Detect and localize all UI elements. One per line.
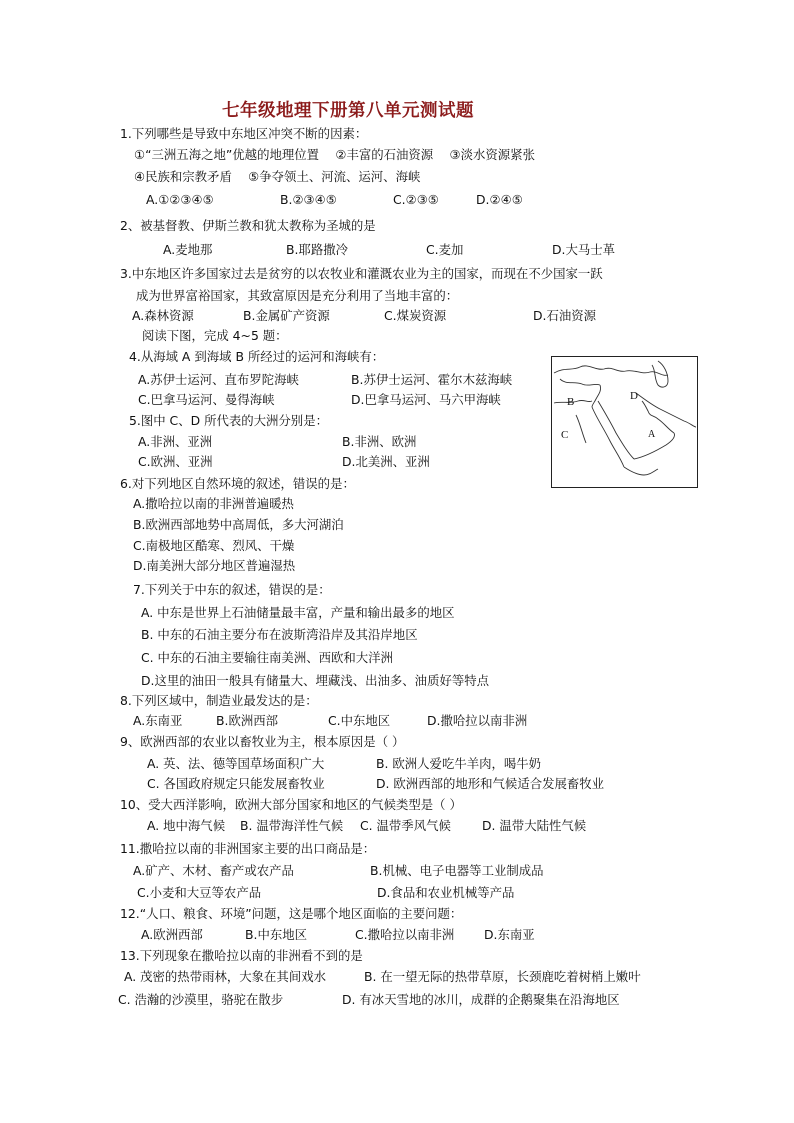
q10-stem: 10、受大西洋影响，欧洲大部分国家和地区的气候类型是（ ）: [120, 797, 462, 812]
q1-option-d[interactable]: D.②④⑤: [476, 192, 523, 207]
q10-option-d[interactable]: D. 温带大陆性气候: [482, 818, 587, 833]
q6-option-a[interactable]: A.撒哈拉以南的非洲普遍暖热: [133, 496, 294, 511]
q1-stem: 1.下列哪些是导致中东地区冲突不断的因素：: [120, 126, 368, 141]
q2-option-c[interactable]: C.麦加: [426, 242, 464, 257]
q12-option-a[interactable]: A.欧洲西部: [141, 927, 203, 942]
map-label-d: D: [630, 390, 638, 402]
q12-option-b[interactable]: B.中东地区: [245, 927, 308, 942]
map-label-a: A: [648, 429, 656, 440]
q5-option-c[interactable]: C.欧洲、亚洲: [138, 454, 213, 469]
q11-option-c[interactable]: C.小麦和大豆等农产品: [137, 885, 262, 900]
q3-option-d[interactable]: D.石油资源: [533, 308, 597, 323]
q3-stem: 3.中东地区许多国家过去是贫穷的以农牧业和灌溉农业为主的国家，而现在不少国家一跃: [120, 266, 603, 281]
q5-option-d[interactable]: D.北美洲、亚洲: [342, 454, 430, 469]
q2-stem: 2、被基督教、伊斯兰教和犹太教称为圣城的是: [120, 218, 376, 233]
map-label-b: B: [567, 396, 575, 408]
q11-stem: 11.撒哈拉以南的非洲国家主要的出口商品是：: [120, 841, 376, 856]
q5-option-b[interactable]: B.非洲、欧洲: [342, 434, 417, 449]
q6-stem: 6.对下列地区自然环境的叙述，错误的是：: [120, 476, 355, 491]
q9-stem: 9、欧洲西部的农业以畜牧业为主，根本原因是（ ）: [120, 734, 405, 749]
q1-line2: ①“三洲五海之地”优越的地理位置 ②丰富的石油资源 ③淡水资源紧张: [134, 147, 535, 162]
q13-stem: 13.下列现象在撒哈拉以南的非洲看不到的是: [120, 948, 363, 963]
q10-option-c[interactable]: C. 温带季风气候: [360, 818, 451, 833]
q8-option-d[interactable]: D.撒哈拉以南非洲: [427, 713, 528, 728]
q5-option-a[interactable]: A.非洲、亚洲: [138, 434, 213, 449]
middle-east-map: [551, 356, 698, 488]
q6-option-c[interactable]: C.南极地区酷寒、烈风、干燥: [133, 538, 295, 553]
q4-option-c[interactable]: C.巴拿马运河、曼得海峡: [138, 392, 275, 407]
q4-option-b[interactable]: B.苏伊士运河、霍尔木兹海峡: [351, 372, 513, 387]
q11-option-d[interactable]: D.食品和农业机械等产品: [377, 885, 515, 900]
q7-option-d[interactable]: D.这里的油田一般具有储量大、埋藏浅、出油多、油质好等特点: [141, 673, 490, 688]
q8-option-c[interactable]: C.中东地区: [328, 713, 391, 728]
q10-option-b[interactable]: B. 温带海洋性气候: [240, 818, 344, 833]
q7-option-c[interactable]: C. 中东的石油主要输往南美洲、西欧和大洋洲: [141, 650, 393, 665]
q7-option-a[interactable]: A. 中东是世界上石油储量最丰富，产量和输出最多的地区: [141, 605, 455, 620]
q6-option-b[interactable]: B.欧洲西部地势中高周低，多大河湖泊: [133, 517, 344, 532]
q10-option-a[interactable]: A. 地中海气候: [147, 818, 226, 833]
q11-option-b[interactable]: B.机械、电子电器等工业制成品: [370, 863, 544, 878]
q4-option-d[interactable]: D.巴拿马运河、马六甲海峡: [351, 392, 501, 407]
q45-intro: 阅读下图，完成 4~5 题：: [142, 328, 288, 343]
q13-option-c[interactable]: C. 浩瀚的沙漠里，骆驼在散步: [118, 992, 284, 1007]
q4-stem: 4.从海域 A 到海域 B 所经过的运河和海峡有：: [129, 349, 385, 364]
q7-option-b[interactable]: B. 中东的石油主要分布在波斯湾沿岸及其沿岸地区: [141, 627, 418, 642]
q2-option-d[interactable]: D.大马士革: [552, 242, 616, 257]
q8-option-a[interactable]: A.东南亚: [133, 713, 183, 728]
q5-stem: 5.图中 C、D 所代表的大洲分别是：: [129, 413, 328, 428]
q2-option-a[interactable]: A.麦地那: [163, 242, 213, 257]
q3-option-c[interactable]: C.煤炭资源: [384, 308, 447, 323]
map-drawing: [552, 357, 697, 487]
q7-stem: 7.下列关于中东的叙述，错误的是：: [133, 582, 331, 597]
q9-option-d[interactable]: D. 欧洲西部的地形和气候适合发展畜牧业: [376, 776, 605, 791]
map-label-c: C: [561, 429, 569, 441]
q8-option-b[interactable]: B.欧洲西部: [216, 713, 279, 728]
q8-stem: 8.下列区域中，制造业最发达的是：: [120, 693, 318, 708]
q12-stem: 12.“人口、粮食、环境”问题，这是哪个地区面临的主要问题：: [120, 906, 463, 921]
q13-option-a[interactable]: A. 茂密的热带雨林，大象在其间戏水: [124, 969, 326, 984]
q1-line3: ④民族和宗教矛盾 ⑤争夺领土、河流、运河、海峡: [134, 169, 421, 184]
q9-option-c[interactable]: C. 各国政府规定只能发展畜牧业: [147, 776, 325, 791]
q13-option-b[interactable]: B. 在一望无际的热带草原，长颈鹿吃着树梢上嫩叶: [364, 969, 641, 984]
q9-option-b[interactable]: B. 欧洲人爱吃牛羊肉，喝牛奶: [376, 756, 542, 771]
q12-option-c[interactable]: C.撒哈拉以南非洲: [355, 927, 455, 942]
q6-option-d[interactable]: D.南美洲大部分地区普遍湿热: [133, 558, 296, 573]
q12-option-d[interactable]: D.东南亚: [484, 927, 535, 942]
q3-option-b[interactable]: B.金属矿产资源: [243, 308, 330, 323]
q3-option-a[interactable]: A.森林资源: [132, 308, 194, 323]
q1-option-c[interactable]: C.②③⑤: [393, 192, 439, 207]
q1-option-b[interactable]: B.②③④⑤: [280, 192, 337, 207]
q9-option-a[interactable]: A. 英、法、德等国草场面积广大: [147, 756, 325, 771]
q3-line2: 成为世界富裕国家，其致富原因是充分利用了当地丰富的：: [136, 288, 459, 303]
q2-option-b[interactable]: B.耶路撒冷: [286, 242, 349, 257]
q1-option-a[interactable]: A.①②③④⑤: [146, 192, 214, 207]
page-title: 七年级地理下册第八单元测试题: [222, 101, 474, 121]
q4-option-a[interactable]: A.苏伊士运河、直布罗陀海峡: [138, 372, 299, 387]
q13-option-d[interactable]: D. 有冰天雪地的冰川，成群的企鹅聚集在沿海地区: [342, 992, 620, 1007]
q11-option-a[interactable]: A.矿产、木材、畜产或农产品: [133, 863, 294, 878]
